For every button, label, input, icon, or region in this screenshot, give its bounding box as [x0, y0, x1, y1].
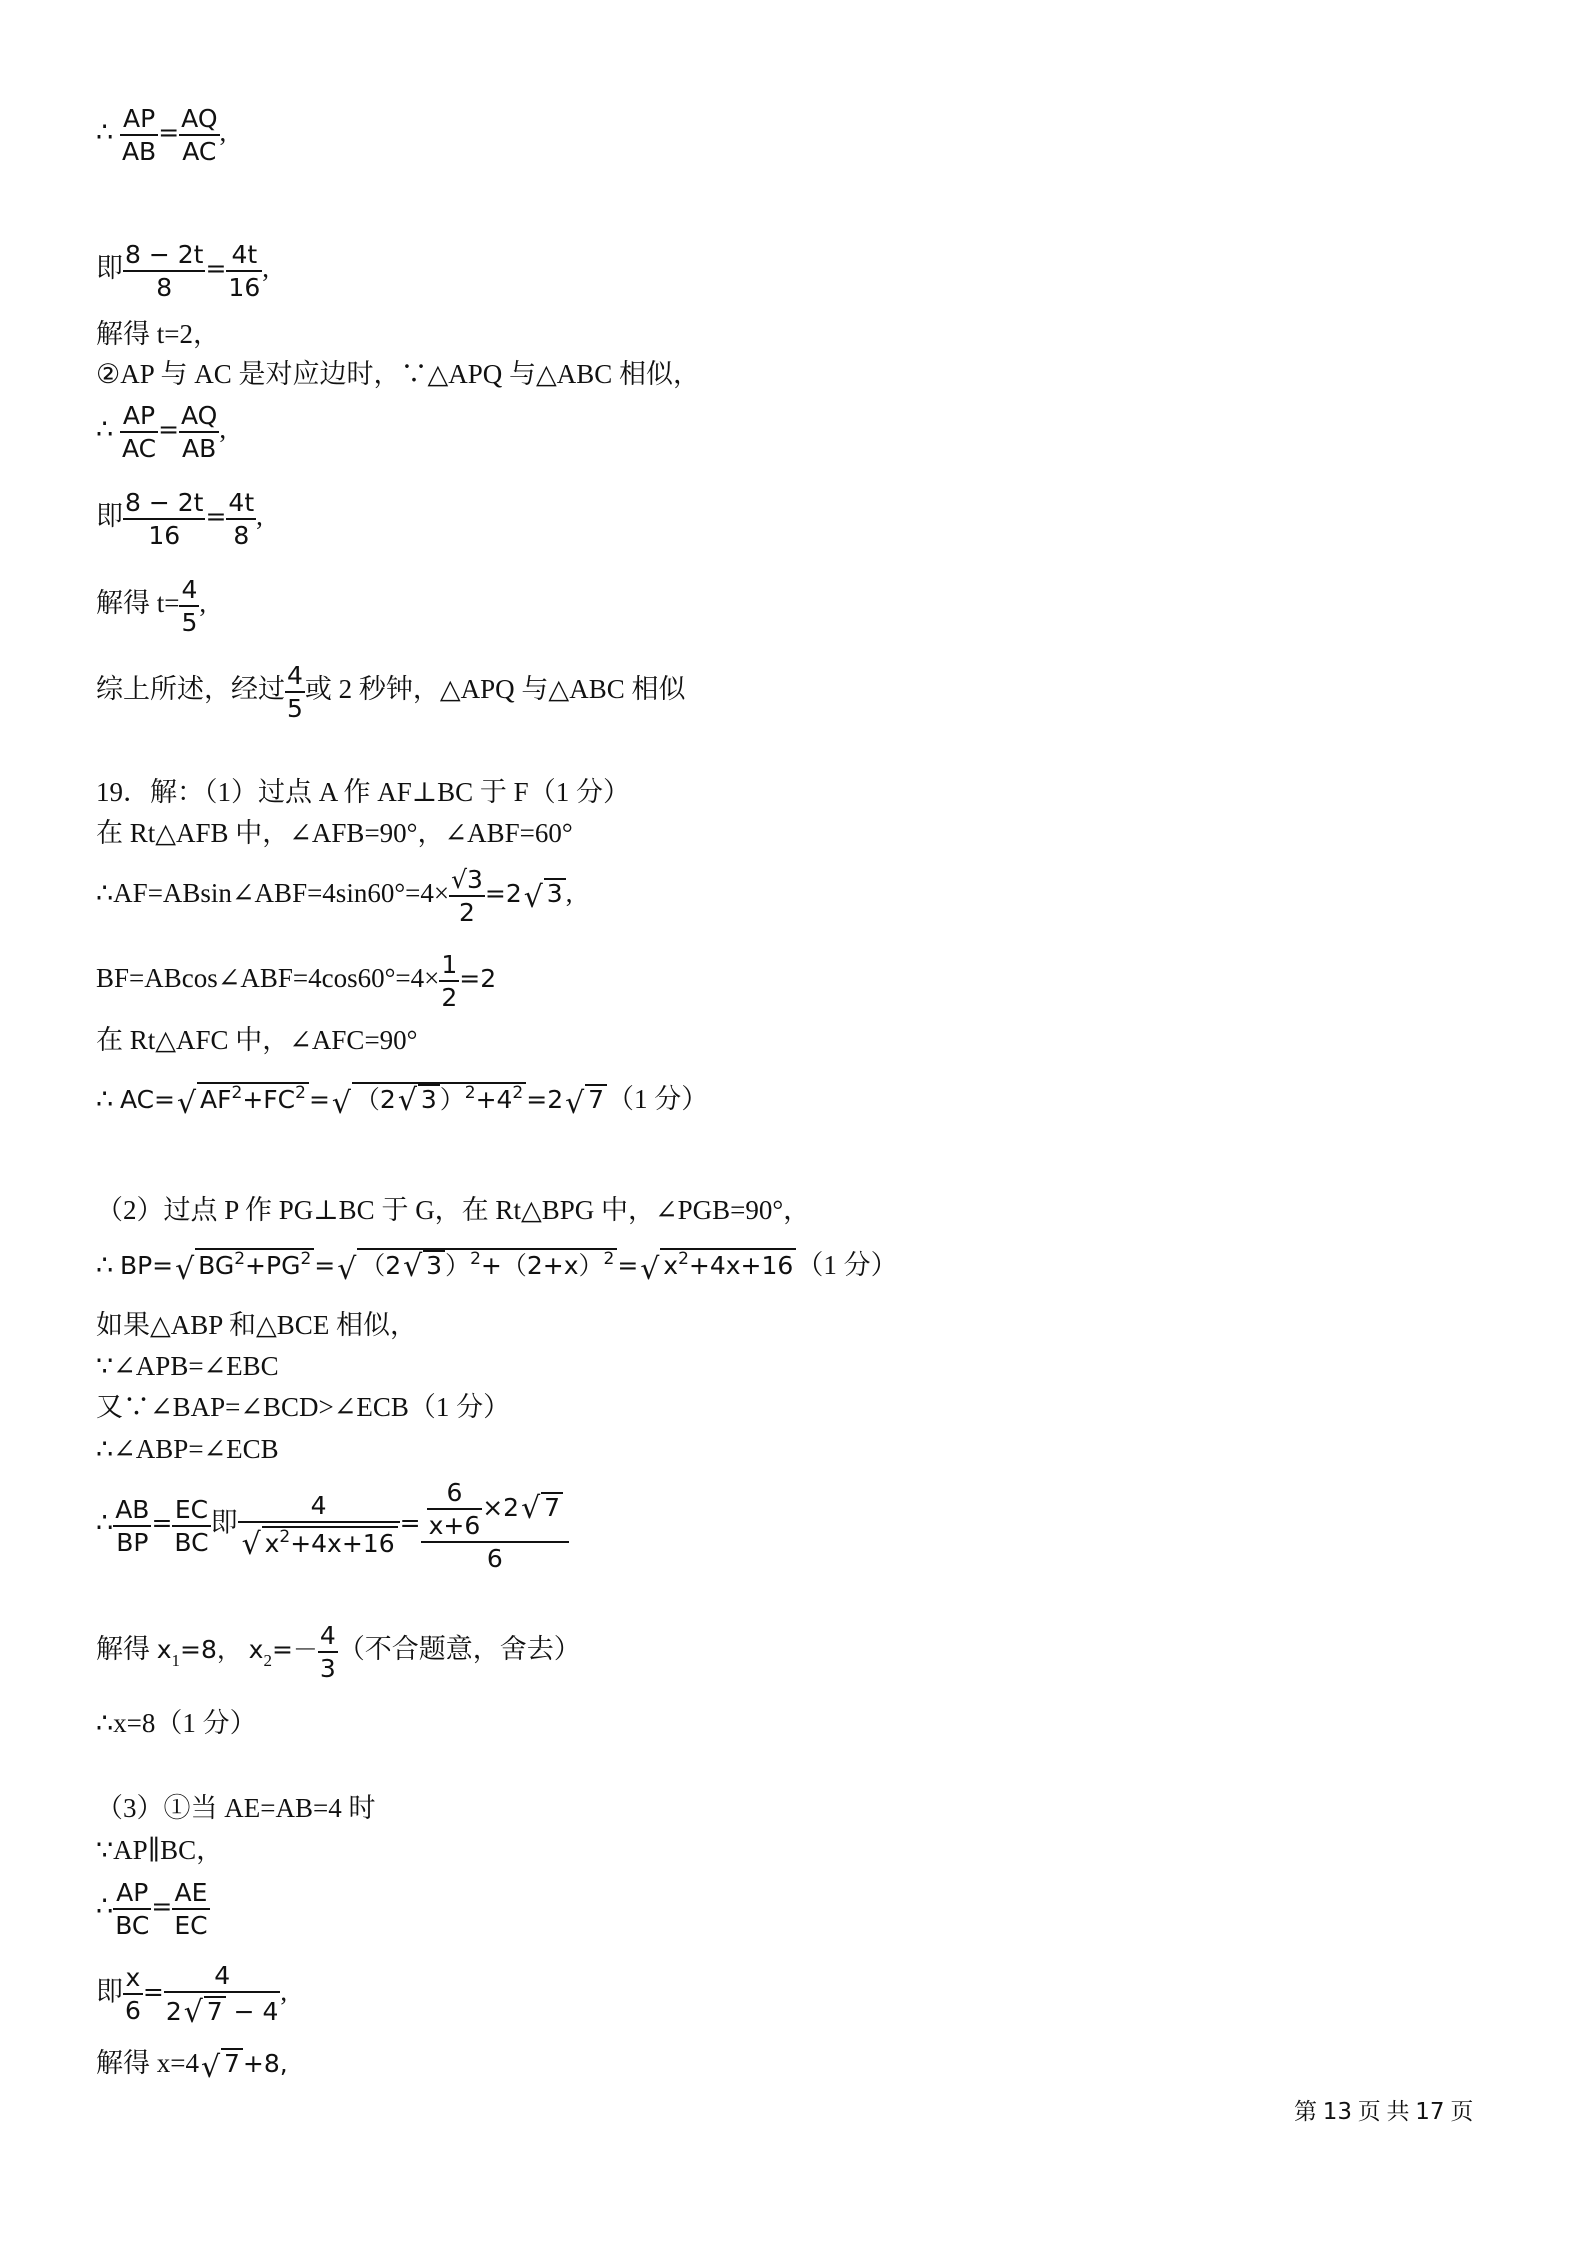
- text-line: ∴x=8（1 分）: [96, 1708, 257, 1738]
- equation-line: 解得 $x_1=8$， $x_2=-$ $\frac{4}{3}$ （不合题意，舍去）: [96, 1621, 581, 1683]
- fraction: $\frac{8 - 2t}{8}$: [125, 240, 204, 302]
- radical: √ 7: [565, 1083, 607, 1117]
- text-line: ∵AP∥BC，: [96, 1835, 224, 1865]
- fraction: $\frac{AP}{BC}$: [115, 1878, 150, 1940]
- equation-line: BF=ABcos∠ABF=4cos60°=4× $\frac{1}{2}$ =2: [96, 950, 497, 1012]
- page-footer: 第 13 页 共 17 页: [1294, 2099, 1474, 2125]
- equation-line: 即 $\frac{8 - 2t}{16}$ = $\frac{4t}{8}$ ,: [96, 488, 263, 550]
- equation-line: 即 $\frac{x}{6}$ = $\frac{4}{2√ 7 - 4}$ ,: [96, 1963, 287, 2026]
- equation-line: ∴ $\frac{AP}{AC}$ = $\frac{AQ}{AB}$ ,: [96, 401, 227, 463]
- radical: √ 7: [201, 2047, 243, 2081]
- radical: √ 3: [524, 877, 566, 911]
- fraction: $\frac{x}{6}$: [125, 1963, 141, 2026]
- text-line: （2）过点 P 作 PG⊥BC 于 G，在 Rt△BPG 中，∠PGB=90°，: [96, 1195, 811, 1225]
- fraction: $\frac{8 - 2t}{16}$: [125, 488, 204, 550]
- text-line: ∴∠ABP=∠ECB: [96, 1434, 279, 1464]
- equation-line: ∴ $\frac{AP}{BC}$ = $\frac{AE}{EC}$: [96, 1878, 208, 1940]
- fraction: $\frac{4}{5}$: [287, 661, 303, 723]
- text-line: 在 Rt△AFB 中，∠AFB=90°，∠ABF=60°: [96, 818, 573, 848]
- radical: √ $x^2+4x+16$: [640, 1248, 796, 1283]
- radical: √ （2√ 3 ）$^2+4^2$: [332, 1082, 526, 1117]
- fraction: $\frac{4}{2√ 7 - 4}$: [164, 1963, 281, 2026]
- equation-line: 即 $\frac{8 - 2t}{8}$ = $\frac{4t}{16}$ ,: [96, 240, 269, 302]
- text-line: ②AP 与 AC 是对应边时，∵△APQ 与△ABC 相似，: [96, 359, 701, 389]
- text-line: ∵∠APB=∠EBC: [96, 1351, 279, 1381]
- text-line: 在 Rt△AFC 中，∠AFC=90°: [96, 1025, 418, 1055]
- fraction: 4 √ $x^2+4x+16$: [238, 1493, 400, 1558]
- fraction: $\frac{4t}{8}$: [228, 488, 255, 550]
- fraction: $\frac{4t}{16}$: [228, 240, 261, 302]
- radical: √ 7: [184, 1996, 226, 2026]
- equation-line: ∴ BP=√ $BG^2+PG^2$ =√ （2√ 3 ）$^2+(2+x)^2$ =√ $x^2+4x+16$ （1 分）: [96, 1248, 898, 1283]
- equation-line: 综上所述，经过 $\frac{4}{5}$ 或 2 秒钟，△APQ 与△ABC 相似: [96, 661, 686, 723]
- fraction: $\frac{AE}{EC}$: [174, 1878, 208, 1940]
- text-line: 又∵∠BAP=∠BCD>∠ECB（1 分）: [96, 1392, 511, 1422]
- text-line: 如果△ABP 和△BCE 相似，: [96, 1310, 418, 1340]
- fraction: $\frac{1}{2}$: [441, 950, 458, 1012]
- text-line: 解得 t=2，: [96, 319, 220, 349]
- therefore-symbol: ∴: [96, 117, 114, 148]
- fraction: $\frac{AP}{AB}$: [121, 104, 157, 166]
- total-pages: 17: [1415, 2099, 1445, 2125]
- radical: √ 3: [403, 1250, 445, 1280]
- radical: √ 7: [521, 1492, 563, 1522]
- equation-line: ∴AF=ABsin∠ABF=4sin60°=4× $\frac{√3}{2}$ =2√ 3 ,: [96, 867, 572, 925]
- radical: √ （2√ 3 ）$^2+(2+x)^2$: [337, 1248, 617, 1283]
- radical: √ $BG^2+PG^2$: [175, 1248, 314, 1283]
- fraction: $\frac{4}{3}$: [319, 1621, 336, 1683]
- equation-line: ∴ $\frac{AB}{BP}$ = $\frac{EC}{BC}$ 即 4 √ $x^2+4x+16$ = $\frac{6}{x+6}$ ×2√ 7 6: [96, 1480, 569, 1571]
- fraction: $\frac{AP}{AC}$: [121, 401, 157, 463]
- fraction: $\frac{AB}{BP}$: [115, 1494, 150, 1557]
- equation-line: 解得 t= $\frac{4}{5}$ ,: [96, 575, 207, 637]
- text-line: （3）①当 AE=AB=4 时: [96, 1793, 376, 1823]
- radical: √ $AF^2+FC^2$: [177, 1082, 309, 1117]
- equation-line: ∴ AC=√ $AF^2+FC^2$ =√ （2√ 3 ）$^2+4^2 =2√$ 7 （1 分）: [96, 1082, 708, 1117]
- radical: √ 3: [398, 1084, 440, 1114]
- fraction: $\frac{EC}{BC}$: [174, 1494, 209, 1557]
- fraction: $\frac{6}{x+6}$: [428, 1478, 481, 1540]
- equation-line: ∴ $\frac{AP}{AB}$ = $\frac{AQ}{AC}$ ,: [96, 104, 227, 166]
- fraction: $\frac{AQ}{AB}$: [181, 401, 218, 463]
- radical: √ $x^2+4x+16$: [242, 1526, 398, 1558]
- fraction: $\frac{AQ}{AC}$: [181, 104, 218, 166]
- page-number: 13: [1322, 2099, 1353, 2125]
- fraction: $\frac{6}{x+6}$ ×2√ 7 6: [421, 1480, 569, 1571]
- fraction: $\frac{√3}{2}$: [451, 865, 483, 927]
- fraction: $\frac{4}{5}$: [181, 575, 198, 637]
- text-line: 19．解：（1）过点 A 作 AF⊥BC 于 F（1 分）: [96, 777, 630, 807]
- equation-line: 解得 x=4√ 7 +8,: [96, 2046, 288, 2081]
